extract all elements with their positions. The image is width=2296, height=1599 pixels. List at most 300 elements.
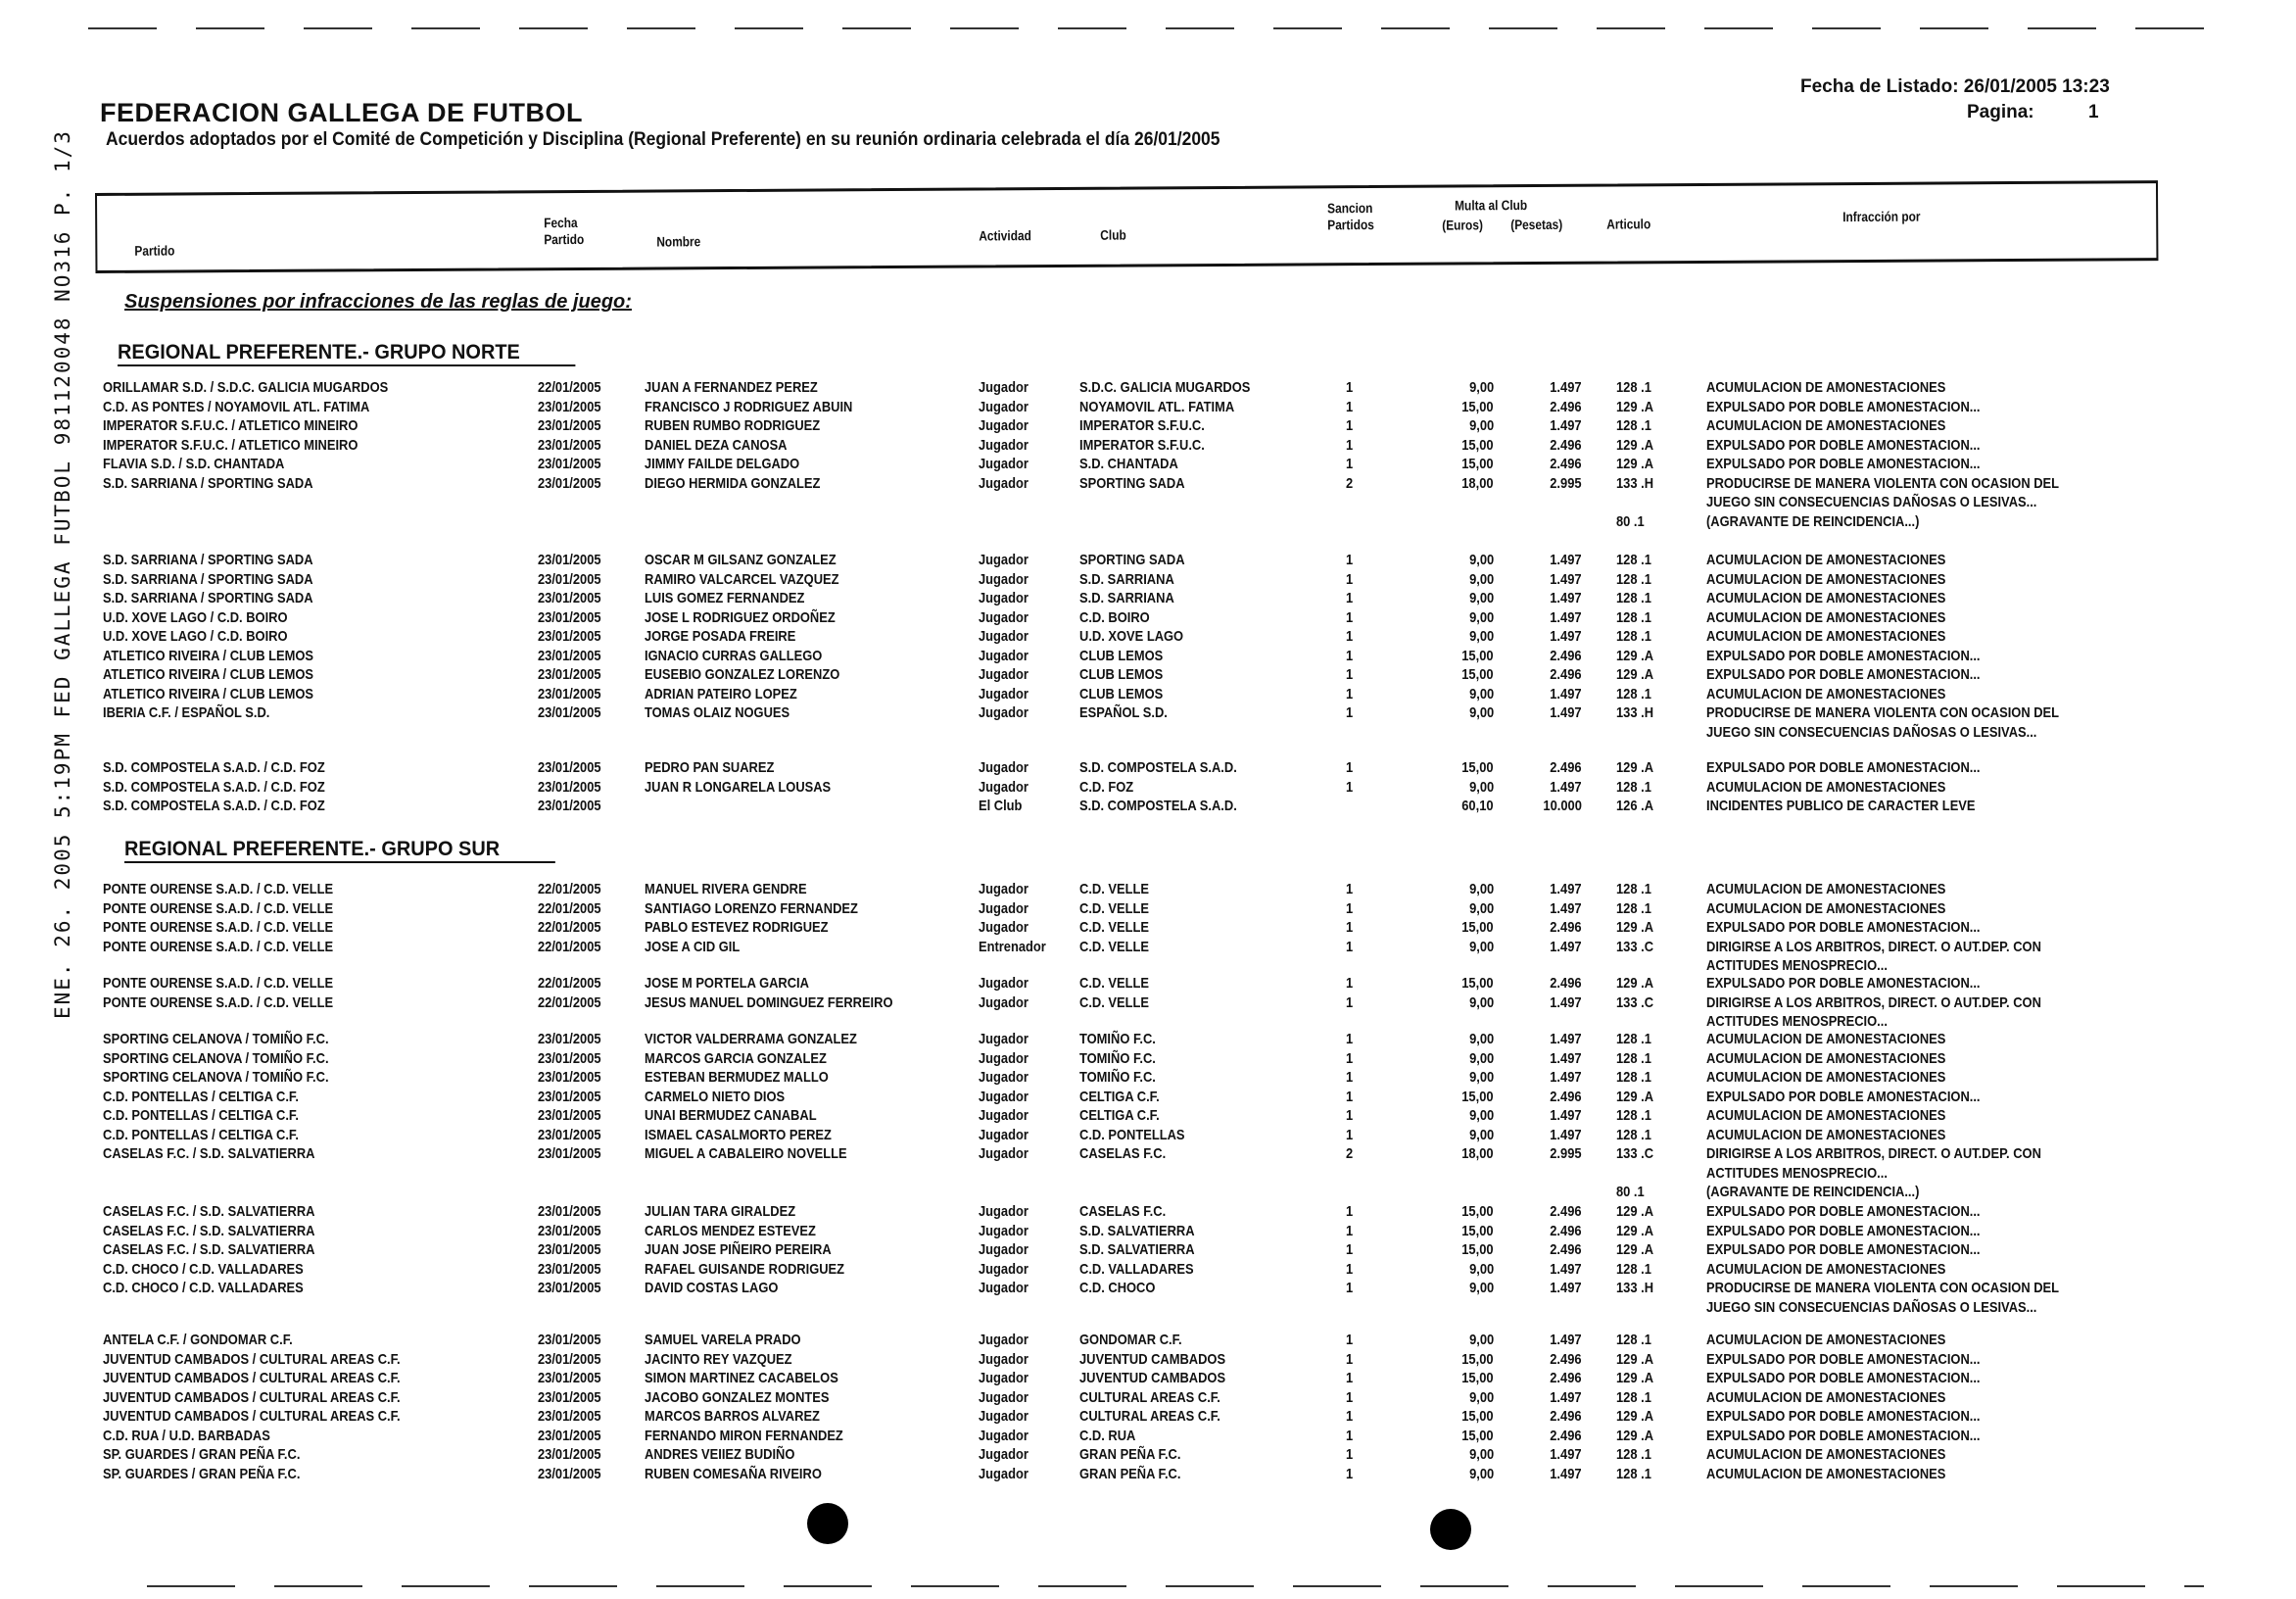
cell-nombre: MARCOS BARROS ALVAREZ (645, 1408, 820, 1425)
cell-articulo: 128 .1 (1616, 628, 1651, 645)
cell-infraccion (1706, 551, 1945, 570)
group-sur-heading: REGIONAL PREFERENTE.- GRUPO SUR (124, 838, 555, 863)
cell-infraccion (1706, 1369, 1981, 1388)
cell-actividad: Jugador (979, 590, 1028, 606)
cell-partido: C.D. PONTELLAS / CELTIGA C.F. (103, 1107, 299, 1124)
cell-club: S.D.C. GALICIA MUGARDOS (1079, 379, 1251, 396)
cell-club: TOMIÑO F.C. (1079, 1069, 1156, 1086)
cell-pesetas: 2.496 (1550, 919, 1582, 936)
cell-sancion: 2 (1346, 1145, 1354, 1162)
sanction-row (0, 1068, 2296, 1088)
cell-pesetas: 1.497 (1550, 417, 1582, 434)
cell-sancion: 1 (1346, 975, 1354, 992)
cell-actividad: Jugador (979, 1107, 1028, 1124)
cell-actividad: Jugador (979, 1427, 1028, 1444)
col-fecha-line1: Fecha (544, 214, 578, 231)
cell-articulo: 128 .1 (1616, 1126, 1651, 1143)
cell-club: S.D. CHANTADA (1079, 456, 1178, 472)
infraccion-line: EXPULSADO POR DOBLE AMONESTACION... (1706, 1350, 1981, 1368)
cell-euros: 9,00 (1468, 552, 1494, 568)
infraccion-line: EXPULSADO POR DOBLE AMONESTACION... (1706, 759, 1981, 776)
cell-articulo: 129 .A (1616, 436, 1654, 454)
cell-club: CASELAS F.C. (1079, 1203, 1167, 1220)
sanction-group (0, 974, 2296, 1032)
cell-partido: JUVENTUD CAMBADOS / CULTURAL AREAS C.F. (103, 1408, 401, 1425)
infraccion-line: ACUMULACION DE AMONESTACIONES (1706, 1446, 1946, 1463)
cell-partido: CASELAS F.C. / S.D. SALVATIERRA (103, 1145, 315, 1162)
cell-articulo: 128 .1 (1616, 1332, 1651, 1348)
cell-sancion: 1 (1346, 1107, 1354, 1124)
cell-actividad: Jugador (979, 628, 1028, 645)
cell-partido: SPORTING CELANOVA / TOMIÑO F.C. (103, 1031, 329, 1047)
cell-articulo: 128 .1 (1616, 685, 1651, 703)
cell-euros: 15,00 (1461, 1241, 1494, 1258)
cell-pesetas: 1.497 (1550, 1260, 1582, 1278)
cell-articulo: 133 .H (1616, 474, 1654, 492)
cell-fecha: 23/01/2005 (538, 1280, 601, 1296)
cell-fecha: 23/01/2005 (538, 1126, 601, 1143)
cell-partido: S.D. SARRIANA / SPORTING SADA (103, 552, 313, 568)
cell-nombre: JULIAN TARA GIRALDEZ (645, 1203, 796, 1220)
cell-club: S.D. SALVATIERRA (1079, 1222, 1195, 1239)
cell-infraccion (1706, 627, 1945, 647)
cell-infraccion (1706, 1445, 1945, 1465)
cell-nombre: MANUEL RIVERA GENDRE (645, 881, 807, 897)
sanction-group (0, 378, 2296, 531)
cell-fecha: 23/01/2005 (538, 798, 601, 814)
cell-actividad: Jugador (979, 1350, 1028, 1368)
cell-fecha: 23/01/2005 (538, 1465, 601, 1482)
infraccion-line: PRODUCIRSE DE MANERA VIOLENTA CON OCASION DEL (1706, 1280, 2060, 1296)
cell-actividad: Jugador (979, 1241, 1028, 1258)
cell-club: GRAN PEÑA F.C. (1079, 1465, 1181, 1482)
cell-partido: CASELAS F.C. / S.D. SALVATIERRA (103, 1222, 315, 1239)
cell-pesetas: 1.497 (1550, 1465, 1582, 1482)
cell-partido: C.D. PONTELLAS / CELTIGA C.F. (103, 1088, 299, 1105)
column-header-box (95, 180, 2158, 273)
cell-pesetas: 1.497 (1550, 1031, 1582, 1047)
cell-fecha: 23/01/2005 (538, 1107, 601, 1124)
cell-articulo: 128 .1 (1616, 1260, 1651, 1278)
cell-actividad: Jugador (979, 881, 1028, 897)
document-title: FEDERACION GALLEGA DE FUTBOL (100, 98, 583, 127)
cell-infraccion (1706, 685, 1945, 704)
sanction-row (0, 1388, 2296, 1408)
cell-articulo: 129 .A (1616, 666, 1654, 683)
cell-actividad: Jugador (979, 456, 1028, 472)
cell-euros: 9,00 (1468, 938, 1494, 955)
cell-pesetas: 1.497 (1550, 685, 1582, 703)
cell-articulo: 128 .1 (1616, 417, 1651, 434)
cell-sancion: 1 (1346, 608, 1354, 626)
cell-pesetas: 2.496 (1550, 975, 1582, 992)
sanction-row (0, 474, 2296, 512)
cell-actividad: Jugador (979, 608, 1028, 626)
cell-infraccion (1706, 899, 1945, 919)
infraccion-line: ACUMULACION DE AMONESTACIONES (1706, 1069, 1946, 1086)
infraccion-line: ACUMULACION DE AMONESTACIONES (1706, 608, 1946, 626)
sanction-group (0, 1202, 2296, 1317)
cell-infraccion (1706, 1144, 2041, 1183)
sanction-row (0, 416, 2296, 436)
infraccion-line: DIRIGIRSE A LOS ARBITROS, DIRECT. O AUT.DEP. CON (1706, 1145, 2041, 1162)
infraccion-line: EXPULSADO POR DOBLE AMONESTACION... (1706, 1408, 1981, 1425)
cell-nombre: TOMAS OLAIZ NOGUES (645, 704, 790, 721)
cell-sancion: 1 (1346, 570, 1354, 588)
cell-articulo: 129 .A (1616, 398, 1654, 415)
cell-sancion: 1 (1346, 1049, 1354, 1067)
cell-articulo: 129 .A (1616, 1408, 1654, 1425)
cell-articulo: 129 .A (1616, 1427, 1654, 1444)
cell-articulo: 128 .1 (1616, 1069, 1651, 1086)
cell-actividad: Jugador (979, 1408, 1028, 1425)
cell-nombre: ISMAEL CASALMORTO PEREZ (645, 1126, 832, 1143)
cell-sancion: 1 (1346, 1241, 1354, 1258)
cell-infraccion (1706, 455, 1981, 474)
cell-fecha: 23/01/2005 (538, 552, 601, 568)
cell-fecha: 23/01/2005 (538, 1260, 601, 1278)
cell-sancion: 1 (1346, 938, 1354, 955)
cell-articulo: 133 .C (1616, 938, 1654, 955)
scan-edge-bottom (147, 1585, 2204, 1587)
cell-nombre: ADRIAN PATEIRO LOPEZ (645, 685, 797, 703)
infraccion-line: DIRIGIRSE A LOS ARBITROS, DIRECT. O AUT.DEP. CON (1706, 993, 2041, 1011)
infraccion-line: ACUMULACION DE AMONESTACIONES (1706, 628, 1946, 645)
cell-nombre: OSCAR M GILSANZ GONZALEZ (645, 552, 837, 568)
cell-articulo: 128 .1 (1616, 778, 1651, 796)
infraccion-line: DIRIGIRSE A LOS ARBITROS, DIRECT. O AUT.DEP. CON (1706, 938, 2041, 955)
cell-partido: SP. GUARDES / GRAN PEÑA F.C. (103, 1446, 301, 1463)
cell-pesetas: 10.000 (1543, 798, 1582, 814)
cell-euros: 9,00 (1468, 570, 1494, 588)
cell-nombre: CARMELO NIETO DIOS (645, 1088, 786, 1105)
infraccion-line: ACUMULACION DE AMONESTACIONES (1706, 1388, 1946, 1406)
cell-pesetas: 1.497 (1550, 1107, 1582, 1124)
sanction-row (0, 1445, 2296, 1465)
cell-infraccion (1706, 647, 1981, 666)
sanction-row (0, 918, 2296, 938)
cell-infraccion (1706, 416, 1945, 436)
cell-partido: S.D. SARRIANA / SPORTING SADA (103, 474, 313, 492)
infraccion-line: ACUMULACION DE AMONESTACIONES (1706, 379, 1946, 396)
sanction-row (0, 797, 2296, 816)
cell-articulo: 128 .1 (1616, 1049, 1651, 1067)
cell-sancion: 1 (1346, 666, 1354, 683)
cell-euros: 9,00 (1468, 379, 1494, 396)
document-subtitle: Acuerdos adoptados por el Comité de Competición y Disciplina (Regional Preferente) en su reunión ordinaria celebrada el día 26/01/2005 (106, 129, 1220, 150)
cell-nombre: JUAN A FERNANDEZ PEREZ (645, 379, 818, 396)
cell-actividad: Jugador (979, 1370, 1028, 1386)
cell-infraccion (1706, 1183, 1919, 1202)
cell-euros: 9,00 (1468, 1388, 1494, 1406)
cell-actividad: Jugador (979, 1069, 1028, 1086)
cell-infraccion (1706, 918, 1981, 938)
cell-sancion: 1 (1346, 647, 1354, 664)
sanction-row (0, 589, 2296, 608)
infraccion-line: JUEGO SIN CONSECUENCIAS DAÑOSAS O LESIVAS... (1706, 1298, 2037, 1316)
cell-sancion: 1 (1346, 1069, 1354, 1086)
cell-club: U.D. XOVE LAGO (1079, 628, 1184, 645)
cell-infraccion (1706, 512, 1919, 532)
cell-club: C.D. VELLE (1079, 993, 1149, 1011)
cell-euros: 9,00 (1468, 704, 1494, 721)
infraccion-line: EXPULSADO POR DOBLE AMONESTACION... (1706, 398, 1981, 415)
infraccion-line: ACUMULACION DE AMONESTACIONES (1706, 1049, 1946, 1067)
cell-euros: 9,00 (1468, 628, 1494, 645)
cell-infraccion (1706, 1222, 1981, 1241)
infraccion-line: PRODUCIRSE DE MANERA VIOLENTA CON OCASION DEL (1706, 704, 2060, 721)
cell-euros: 15,00 (1461, 436, 1494, 454)
cell-articulo: 129 .A (1616, 975, 1654, 992)
cell-euros: 18,00 (1461, 1145, 1494, 1162)
cell-club: S.D. COMPOSTELA S.A.D. (1079, 759, 1237, 776)
cell-club: C.D. VELLE (1079, 919, 1149, 936)
cell-fecha: 23/01/2005 (538, 704, 601, 721)
cell-nombre: VICTOR VALDERRAMA GONZALEZ (645, 1031, 857, 1047)
cell-infraccion (1706, 880, 1945, 899)
cell-euros: 60,10 (1461, 798, 1494, 814)
cell-club: C.D. VELLE (1079, 938, 1149, 955)
col-fecha-line2: Partido (544, 230, 585, 248)
cell-euros: 9,00 (1468, 1260, 1494, 1278)
cell-pesetas: 2.496 (1550, 1088, 1582, 1105)
sanction-row (0, 647, 2296, 666)
infraccion-line: EXPULSADO POR DOBLE AMONESTACION... (1706, 919, 1981, 936)
cell-nombre: RUBEN COMESAÑA RIVEIRO (645, 1465, 822, 1482)
cell-infraccion (1706, 608, 1945, 628)
sanction-row (0, 1350, 2296, 1370)
sanction-row (0, 378, 2296, 398)
cell-fecha: 23/01/2005 (538, 628, 601, 645)
infraccion-line: EXPULSADO POR DOBLE AMONESTACION... (1706, 647, 1981, 664)
cell-partido: SPORTING CELANOVA / TOMIÑO F.C. (103, 1049, 329, 1067)
cell-partido: PONTE OURENSE S.A.D. / C.D. VELLE (103, 881, 334, 897)
sanction-row (0, 398, 2296, 417)
cell-fecha: 22/01/2005 (538, 899, 601, 917)
cell-club: C.D. VELLE (1079, 881, 1149, 897)
cell-infraccion (1706, 436, 1981, 456)
cell-nombre: MIGUEL A CABALEIRO NOVELLE (645, 1145, 847, 1162)
cell-euros: 15,00 (1461, 759, 1494, 776)
cell-fecha: 23/01/2005 (538, 647, 601, 664)
cell-partido: ANTELA C.F. / GONDOMAR C.F. (103, 1332, 293, 1348)
sanction-row (0, 1222, 2296, 1241)
cell-partido: PONTE OURENSE S.A.D. / C.D. VELLE (103, 975, 334, 992)
cell-fecha: 23/01/2005 (538, 666, 601, 683)
cell-infraccion (1706, 938, 2041, 976)
cell-club: TOMIÑO F.C. (1079, 1031, 1156, 1047)
col-sancion-line1: Sancion (1327, 200, 1373, 217)
cell-nombre: ESTEBAN BERMUDEZ MALLO (645, 1069, 829, 1086)
fax-transmission-header: ENE. 26. 2005 5:19PM FED GALLEGA FUTBOL 981120048 NO316 P. 1/3 (51, 129, 74, 1019)
cell-euros: 9,00 (1468, 1280, 1494, 1296)
cell-actividad: Jugador (979, 666, 1028, 683)
cell-infraccion (1706, 1126, 1945, 1145)
cell-euros: 15,00 (1461, 398, 1494, 415)
cell-nombre: DAVID COSTAS LAGO (645, 1280, 779, 1296)
cell-pesetas: 1.497 (1550, 704, 1582, 721)
cell-sancion: 1 (1346, 759, 1354, 776)
col-club: Club (1100, 226, 1126, 243)
cell-sancion: 1 (1346, 1260, 1354, 1278)
sanction-group (0, 1030, 2296, 1202)
cell-nombre: FRANCISCO J RODRIGUEZ ABUIN (645, 398, 853, 415)
cell-pesetas: 1.497 (1550, 570, 1582, 588)
col-sancion (1327, 200, 1374, 233)
cell-euros: 9,00 (1468, 1126, 1494, 1143)
cell-articulo: 128 .1 (1616, 379, 1651, 396)
cell-fecha: 23/01/2005 (538, 1408, 601, 1425)
cell-fecha: 23/01/2005 (538, 1222, 601, 1239)
cell-actividad: Jugador (979, 1031, 1028, 1047)
cell-club: C.D. FOZ (1079, 778, 1134, 796)
sanction-note-row (0, 1183, 2296, 1202)
cell-fecha: 23/01/2005 (538, 1088, 601, 1105)
cell-euros: 9,00 (1468, 1465, 1494, 1482)
infraccion-line: EXPULSADO POR DOBLE AMONESTACION... (1706, 975, 1981, 992)
cell-euros: 9,00 (1468, 993, 1494, 1011)
infraccion-line: ACUMULACION DE AMONESTACIONES (1706, 1031, 1946, 1047)
cell-nombre: RAFAEL GUISANDE RODRIGUEZ (645, 1260, 845, 1278)
cell-pesetas: 1.497 (1550, 1388, 1582, 1406)
cell-nombre: DANIEL DEZA CANOSA (645, 436, 788, 454)
page-number: 1 (2088, 102, 2099, 122)
cell-euros: 15,00 (1461, 456, 1494, 472)
cell-nombre: MARCOS GARCIA GONZALEZ (645, 1049, 827, 1067)
infraccion-line: EXPULSADO POR DOBLE AMONESTACION... (1706, 1370, 1981, 1386)
cell-actividad: Jugador (979, 1332, 1028, 1348)
cell-sancion: 1 (1346, 456, 1354, 472)
sanction-row (0, 880, 2296, 899)
cell-infraccion (1706, 398, 1981, 417)
sanction-row (0, 993, 2296, 1032)
cell-club: CULTURAL AREAS C.F. (1079, 1388, 1220, 1406)
cell-euros: 9,00 (1468, 881, 1494, 897)
cell-sancion: 1 (1346, 1332, 1354, 1348)
col-pesetas: (Pesetas) (1510, 216, 1563, 233)
cell-infraccion (1706, 1331, 1945, 1350)
cell-infraccion (1706, 589, 1945, 608)
cell-actividad: Jugador (979, 1260, 1028, 1278)
cell-euros: 15,00 (1461, 1408, 1494, 1425)
cell-club: C.D. CHOCO (1079, 1280, 1156, 1296)
cell-partido: JUVENTUD CAMBADOS / CULTURAL AREAS C.F. (103, 1388, 401, 1406)
infraccion-line: EXPULSADO POR DOBLE AMONESTACION... (1706, 1427, 1981, 1444)
infraccion-line: ACUMULACION DE AMONESTACIONES (1706, 899, 1946, 917)
cell-actividad: Jugador (979, 552, 1028, 568)
cell-partido: IMPERATOR S.F.U.C. / ATLETICO MINEIRO (103, 436, 359, 454)
col-multa: Multa al Club (1455, 197, 1528, 214)
cell-partido: S.D. COMPOSTELA S.A.D. / C.D. FOZ (103, 798, 325, 814)
cell-infraccion (1706, 778, 1945, 798)
cell-fecha: 23/01/2005 (538, 474, 601, 492)
cell-fecha: 23/01/2005 (538, 417, 601, 434)
cell-partido: JUVENTUD CAMBADOS / CULTURAL AREAS C.F. (103, 1350, 401, 1368)
cell-pesetas: 2.496 (1550, 1370, 1582, 1386)
infraccion-line: ACUMULACION DE AMONESTACIONES (1706, 881, 1946, 897)
sanction-group (0, 1331, 2296, 1483)
cell-sancion: 1 (1346, 1203, 1354, 1220)
cell-infraccion (1706, 378, 1945, 398)
cell-club: C.D. VALLADARES (1079, 1260, 1194, 1278)
sanction-row (0, 1465, 2296, 1484)
cell-actividad: Jugador (979, 919, 1028, 936)
cell-fecha: 23/01/2005 (538, 778, 601, 796)
scan-edge-top (88, 27, 2224, 29)
cell-articulo: 129 .A (1616, 456, 1654, 472)
cell-fecha: 23/01/2005 (538, 1370, 601, 1386)
cell-euros: 15,00 (1461, 1203, 1494, 1220)
cell-pesetas: 1.497 (1550, 993, 1582, 1011)
cell-partido: CASELAS F.C. / S.D. SALVATIERRA (103, 1203, 315, 1220)
cell-nombre: IGNACIO CURRAS GALLEGO (645, 647, 823, 664)
cell-euros: 15,00 (1461, 666, 1494, 683)
cell-articulo: 128 .1 (1616, 1031, 1651, 1047)
punch-hole-mark (807, 1503, 848, 1544)
cell-euros: 15,00 (1461, 1350, 1494, 1368)
sanction-row (0, 1202, 2296, 1222)
cell-articulo: 129 .A (1616, 1370, 1654, 1386)
infraccion-line: EXPULSADO POR DOBLE AMONESTACION... (1706, 1241, 1981, 1258)
sanction-row (0, 938, 2296, 976)
cell-euros: 9,00 (1468, 417, 1494, 434)
cell-nombre: RAMIRO VALCARCEL VAZQUEZ (645, 570, 839, 588)
cell-nombre: PEDRO PAN SUAREZ (645, 759, 775, 776)
cell-nombre: ANDRES VEIIEZ BUDIÑO (645, 1446, 795, 1463)
sanction-row (0, 1030, 2296, 1049)
cell-fecha: 23/01/2005 (538, 436, 601, 454)
infraccion-line: ACTITUDES MENOSPRECIO... (1706, 1164, 1888, 1182)
cell-euros: 9,00 (1468, 1069, 1494, 1086)
cell-actividad: Jugador (979, 759, 1028, 776)
col-partido: Partido (134, 242, 175, 259)
sanction-row (0, 436, 2296, 456)
cell-nombre: RUBEN RUMBO RODRIGUEZ (645, 417, 821, 434)
cell-fecha: 23/01/2005 (538, 1241, 601, 1258)
sanction-note-row (0, 512, 2296, 532)
cell-actividad: Jugador (979, 1465, 1028, 1482)
cell-fecha: 22/01/2005 (538, 881, 601, 897)
cell-club: S.D. SALVATIERRA (1079, 1241, 1195, 1258)
infraccion-line: EXPULSADO POR DOBLE AMONESTACION... (1706, 1222, 1981, 1239)
cell-club: GONDOMAR C.F. (1079, 1332, 1182, 1348)
cell-actividad: Jugador (979, 647, 1028, 664)
cell-fecha: 23/01/2005 (538, 1332, 601, 1348)
cell-articulo: 133 .C (1616, 1145, 1654, 1162)
cell-partido: S.D. COMPOSTELA S.A.D. / C.D. FOZ (103, 778, 325, 796)
infraccion-line: ACUMULACION DE AMONESTACIONES (1706, 1107, 1946, 1124)
cell-club: CLUB LEMOS (1079, 685, 1164, 703)
sanction-group (0, 758, 2296, 816)
cell-fecha: 23/01/2005 (538, 456, 601, 472)
cell-euros: 9,00 (1468, 685, 1494, 703)
cell-actividad: Jugador (979, 570, 1028, 588)
cell-sancion: 1 (1346, 1222, 1354, 1239)
sanction-row (0, 1106, 2296, 1126)
cell-club: CULTURAL AREAS C.F. (1079, 1408, 1220, 1425)
cell-euros: 9,00 (1468, 608, 1494, 626)
cell-nombre: UNAI BERMUDEZ CANABAL (645, 1107, 817, 1124)
cell-infraccion (1706, 1240, 1981, 1260)
sanction-row (0, 1427, 2296, 1446)
sanction-row (0, 551, 2296, 570)
cell-pesetas: 2.995 (1550, 474, 1582, 492)
sanction-row (0, 1088, 2296, 1107)
cell-pesetas: 1.497 (1550, 881, 1582, 897)
cell-euros: 9,00 (1468, 1446, 1494, 1463)
cell-fecha: 23/01/2005 (538, 1069, 601, 1086)
cell-pesetas: 1.497 (1550, 1332, 1582, 1348)
